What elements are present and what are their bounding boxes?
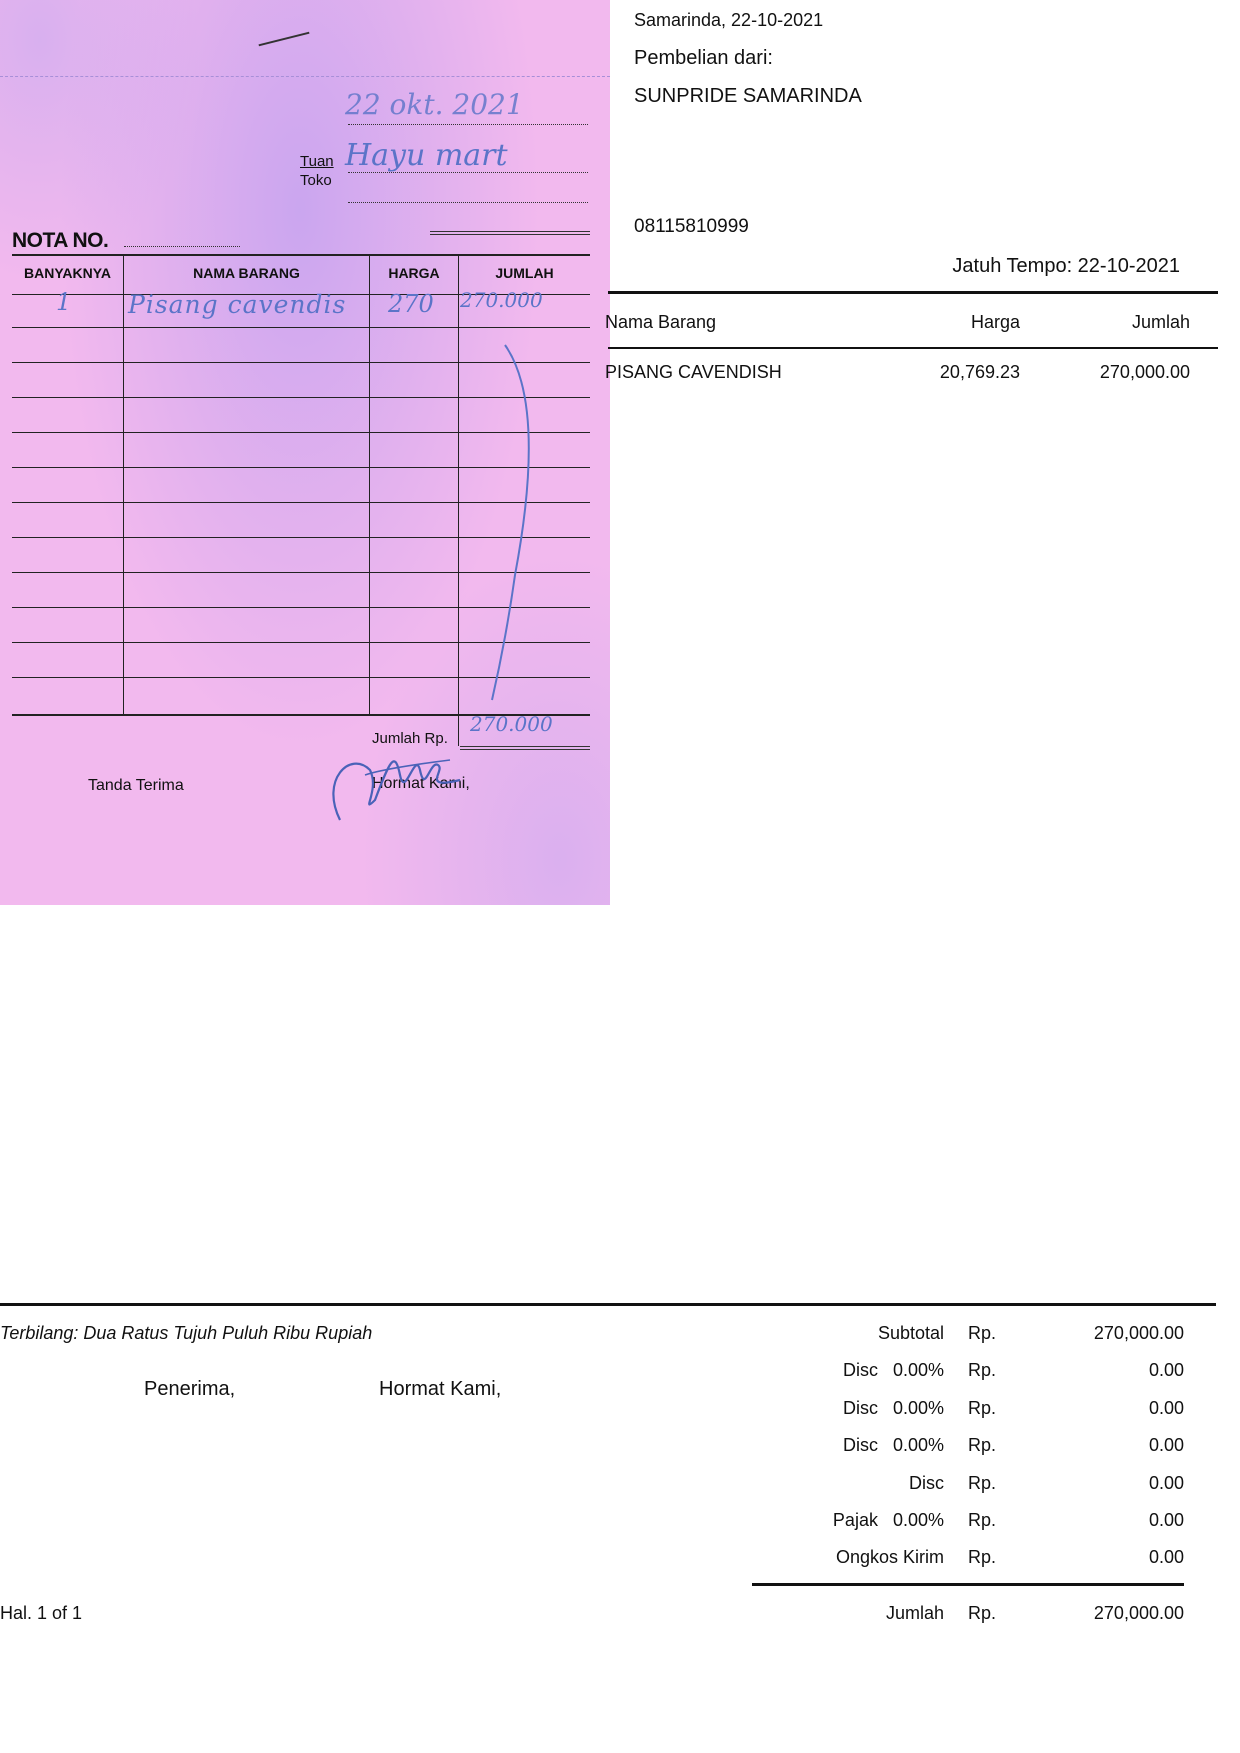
line-item-name: PISANG CAVENDISH	[605, 362, 782, 382]
place-date: Samarinda, 22-10-2021	[634, 10, 824, 30]
totals-value-disc: 0.00	[1148, 1473, 1184, 1493]
column-item: Nama Barang	[605, 312, 717, 332]
supplier-phone: 08115810999	[634, 216, 749, 237]
items-header-rule	[608, 347, 1218, 349]
totals-currency-ongkos-kirim: Rp.	[968, 1547, 997, 1567]
page-number: Hal. 1 of 1	[0, 1603, 83, 1623]
line-item-price: 20,769.23	[939, 362, 1020, 382]
handwritten-qty: 1	[56, 288, 72, 316]
totals-currency-pajak: Rp.	[968, 1510, 997, 1530]
grand-total-value: 270,000.00	[1093, 1603, 1184, 1623]
grand-total-label: Jumlah	[885, 1603, 944, 1623]
jumlah-rp-label: Jumlah Rp.	[372, 730, 448, 747]
nota-number-line	[124, 246, 240, 247]
tanda-terima-label: Tanda Terima	[88, 777, 184, 794]
receipt-hormat-kami-label: Hormat Kami,	[372, 775, 470, 792]
handwritten-item: Pisang cavendis	[128, 290, 347, 319]
table-top-rule	[12, 254, 590, 256]
totals-label-disc-3: Disc 0.00%	[842, 1435, 944, 1455]
totals-label-subtotal: Subtotal	[877, 1323, 944, 1343]
totals-value-disc-2: 0.00	[1148, 1398, 1184, 1418]
handwritten-total: 270.000	[470, 712, 553, 736]
totals-value-disc-1: 0.00	[1148, 1360, 1184, 1380]
totals-value-disc-3: 0.00	[1148, 1435, 1184, 1455]
tuan-label: Tuan	[300, 153, 334, 170]
totals-label-disc-1: Disc 0.00%	[842, 1360, 944, 1380]
due-date: Jatuh Tempo: 22-10-2021	[952, 255, 1180, 277]
grand-total-rule	[752, 1583, 1184, 1586]
totals-value-pajak: 0.00	[1148, 1510, 1184, 1530]
penerima-label: Penerima,	[144, 1378, 236, 1400]
date-line	[348, 124, 588, 125]
header-harga: HARGA	[388, 265, 440, 281]
column-amount: Jumlah	[1131, 312, 1190, 332]
terbilang-text: Terbilang: Dua Ratus Tujuh Puluh Ribu Rupiah	[0, 1323, 373, 1343]
items-top-rule	[608, 291, 1218, 294]
purchase-from-label: Pembelian dari:	[634, 47, 773, 69]
totals-value-ongkos-kirim: 0.00	[1148, 1547, 1184, 1567]
invoice-hormat-kami-label: Hormat Kami,	[379, 1378, 502, 1400]
handwritten-amount: 270.000	[460, 288, 543, 312]
totals-label-ongkos-kirim: Ongkos Kirim	[835, 1547, 944, 1567]
line-item-amount: 270,000.00	[1099, 362, 1190, 382]
signature-icon	[320, 720, 480, 830]
address-line	[348, 202, 588, 203]
perforation-line	[0, 76, 610, 77]
totals-currency-subtotal: Rp.	[968, 1323, 997, 1343]
totals-value-subtotal: 270,000.00	[1093, 1323, 1184, 1343]
totals-currency-disc: Rp.	[968, 1473, 997, 1493]
staple-mark	[259, 32, 310, 47]
nota-label: NOTA NO.	[12, 229, 109, 252]
totals-currency-disc-3: Rp.	[968, 1435, 997, 1455]
pen-stroke-mark	[470, 335, 550, 715]
handwritten-customer: Hayu mart	[345, 138, 508, 173]
header-nama-barang: NAMA BARANG	[193, 265, 300, 281]
totals-label-disc: Disc	[909, 1473, 944, 1493]
column-price: Harga	[970, 312, 1020, 332]
footer-top-rule	[0, 1303, 1216, 1306]
header-jumlah: JUMLAH	[495, 265, 554, 281]
header-banyaknya: BANYAKNYA	[24, 265, 111, 281]
totals-label-pajak: Pajak 0.00%	[832, 1510, 944, 1530]
totals-currency-disc-2: Rp.	[968, 1398, 997, 1418]
totals-currency-disc-1: Rp.	[968, 1360, 997, 1380]
customer-line	[348, 172, 588, 173]
supplier-name: SUNPRIDE SAMARINDA	[634, 85, 862, 107]
nota-double-line	[430, 231, 590, 235]
toko-label: Toko	[300, 172, 332, 189]
grand-total-currency: Rp.	[968, 1603, 997, 1623]
handwritten-date: 22 okt. 2021	[345, 88, 524, 121]
handwritten-receipt	[0, 0, 610, 905]
handwritten-price: 270	[388, 290, 434, 318]
totals-label-disc-2: Disc 0.00%	[842, 1398, 944, 1418]
